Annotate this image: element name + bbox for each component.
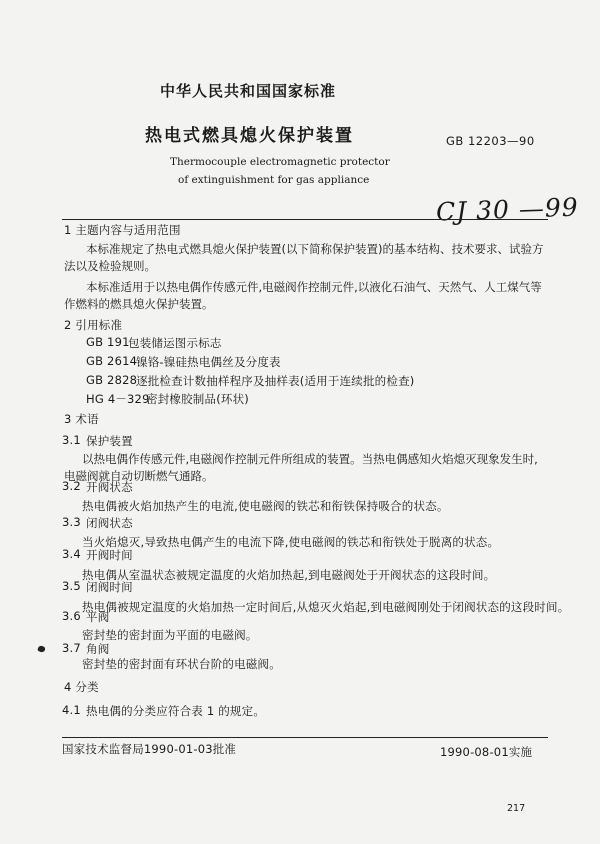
header-rule [62,219,548,220]
term-name: 平阀 [86,610,110,624]
term-name: 闭阀状态 [86,516,133,530]
reference-title: 包装储运图示标志 [128,336,222,350]
term-name: 保护装置 [86,434,133,448]
english-title-line-1: Thermocouple electromagnetic protector [170,156,390,168]
reference-title: 镍铬-镍硅热电偶丝及分度表 [136,355,281,369]
section-1-heading: 1 主题内容与适用范围 [64,223,181,237]
reference-code: GB 2828 [86,373,138,387]
term-number: 3.7 [62,641,81,655]
term-name: 开阀时间 [86,548,133,562]
approval-line: 国家技术监督局1990-01-03批准 [62,742,237,756]
page-number: 217 [507,803,526,814]
clause-text: 热电偶的分类应符合表 1 的规定。 [86,704,266,718]
term-definition: 密封垫的密封面有环状台阶的电磁阀。 [82,657,281,671]
term-number: 3.6 [62,609,81,623]
term-name: 角阀 [86,642,110,656]
term-definition: 热电偶被规定温度的火焰加热一定时间后,从熄灭火焰起,到电磁阀刚处于闭阀状态的这段时间。 [82,600,570,614]
term-number: 3.4 [62,547,81,561]
section-2-heading: 2 引用标准 [64,318,123,332]
reference-code: HG 4－329 [86,392,150,406]
section-4-heading: 4 分类 [64,680,99,694]
term-name: 闭阀时间 [86,580,133,594]
handwritten-code: CJ 30 —99 [435,192,580,227]
term-definition: 热电偶被火焰加热产生的电流,使电磁阀的铁芯和衔铁保持吸合的状态。 [82,499,449,513]
term-definition: 密封垫的密封面为平面的电磁阀。 [82,628,258,642]
reference-title: 密封橡胶制品(环状) [146,392,249,406]
footer-rule [62,737,548,738]
section-1-paragraph-1: 本标准规定了热电式燃具熄火保护装置(以下简称保护装置)的基本结构、技术要求、试验方法以及检验规则。 [64,242,544,273]
reference-title: 逐批检查计数抽样程序及抽样表(适用于连续批的检查) [136,374,415,388]
implementation-date: 1990-08-01实施 [440,745,533,759]
term-definition: 以热电偶作传感元件,电磁阀作控制元件所组成的装置。当热电偶感知火焰熄灭现象发生时,电磁阀就自动切断燃气通路。 [64,452,538,483]
term-number: 3.2 [62,479,81,493]
standard-code: GB 12203—90 [446,134,535,148]
term-number: 3.5 [62,579,81,593]
national-standard-heading: 中华人民共和国国家标准 [160,82,337,100]
term-number: 3.3 [62,515,81,529]
clause-number: 4.1 [62,703,81,717]
term-number: 3.1 [62,433,81,447]
margin-ink-mark [37,645,46,653]
section-1-paragraph-2: 本标准适用于以热电偶作传感元件,电磁阀作控制元件,以液化石油气、天然气、人工煤气等作燃料的燃具熄火保护装置。 [64,280,542,311]
section-3-heading: 3 术语 [64,412,99,426]
document-title: 热电式燃具熄火保护装置 [145,126,354,146]
reference-code: GB 191 [86,335,130,349]
reference-code: GB 2614 [86,354,138,368]
term-definition: 当火焰熄灭,导致热电偶产生的电流下降,使电磁阀的铁芯和衔铁处于脱离的状态。 [82,535,500,549]
english-title-line-2: of extinguishment for gas appliance [178,174,370,186]
term-name: 开阀状态 [86,480,133,494]
term-definition: 热电偶从室温状态被规定温度的火焰加热起,到电磁阀处于开阀状态的这段时间。 [82,568,496,582]
